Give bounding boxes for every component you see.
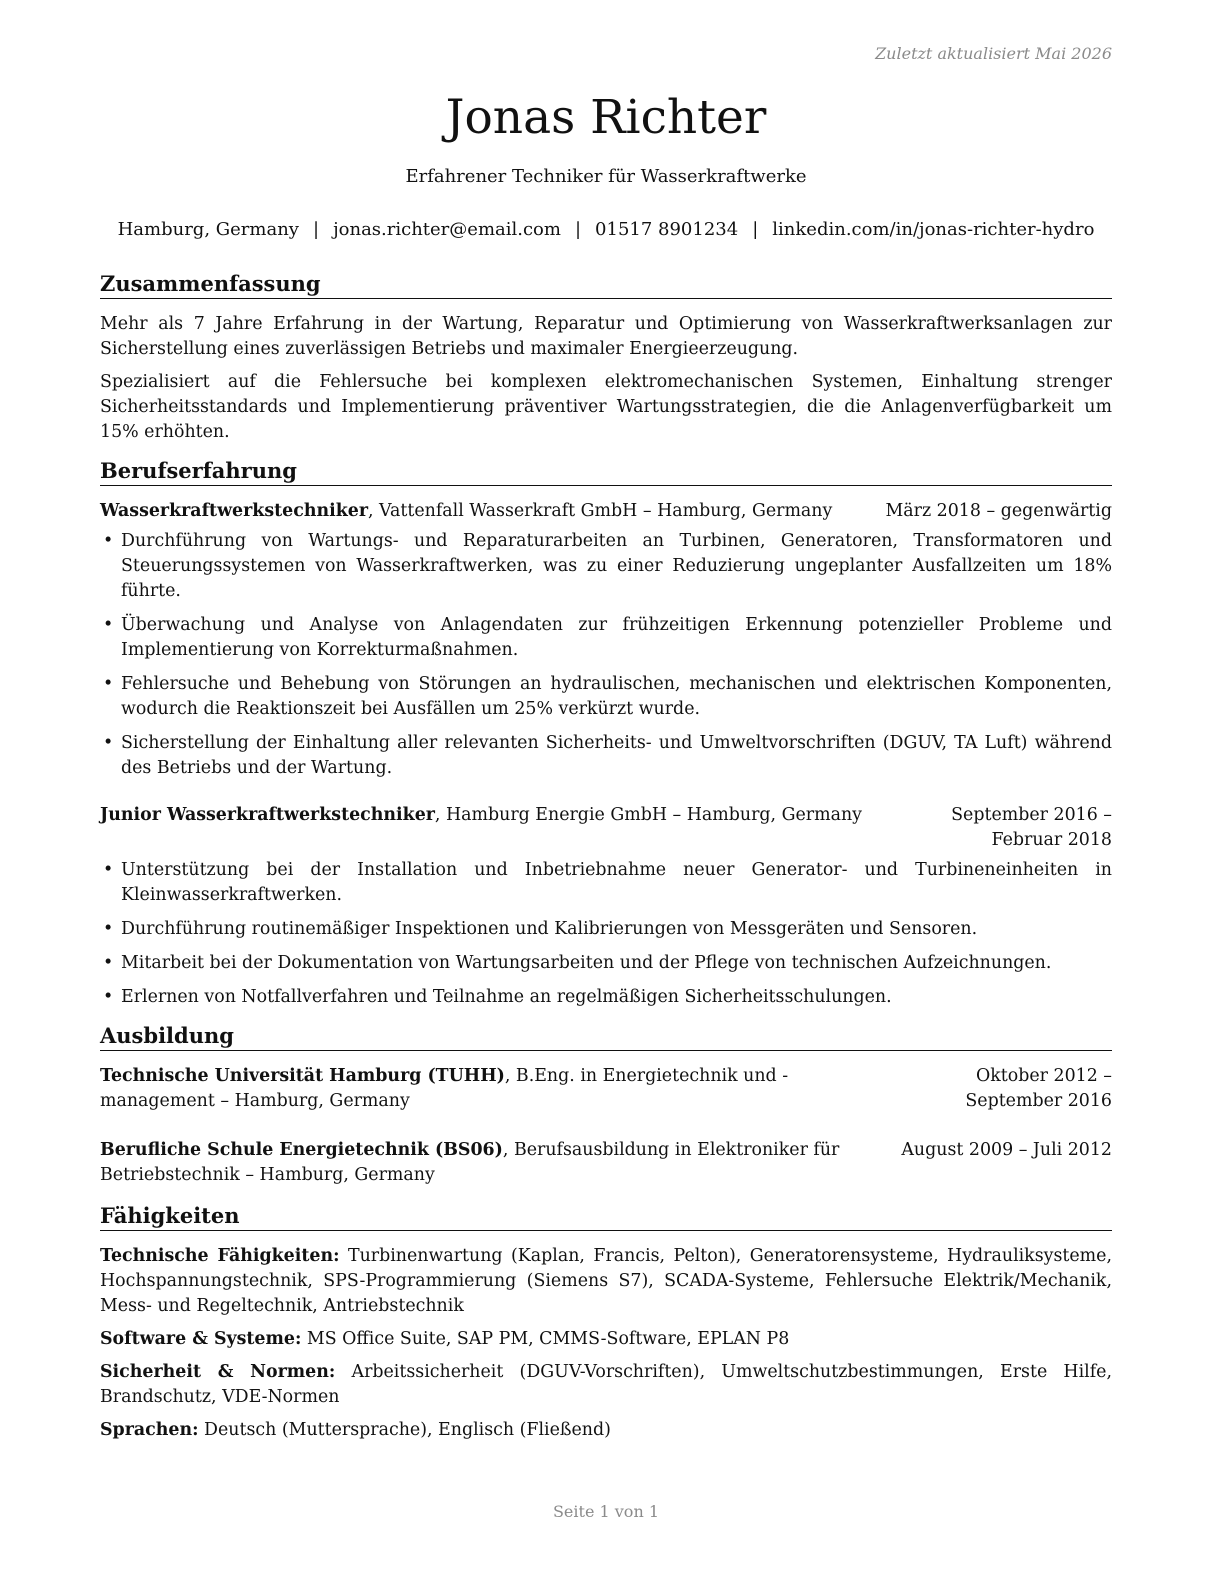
resume-page <box>100 0 1112 1584</box>
summary-section <box>100 270 1112 445</box>
candidate-name: Jonas Richter <box>445 90 767 145</box>
job-entry <box>100 499 1112 781</box>
job-dates: September 2016 – Februar 2018 <box>951 805 1112 850</box>
job-bullet: • Durchführung routinemäßiger Inspektionen und Kalibrierungen von Messgeräten und Sensoren. <box>100 917 1112 942</box>
job-header <box>100 499 1112 524</box>
skill-label: Software & Systeme: <box>100 1329 302 1349</box>
job-heading <box>100 499 866 524</box>
section-title-education: Ausbildung <box>100 1022 1112 1051</box>
last-updated-note: Zuletzt aktualisiert Mai 2026 <box>875 44 1112 63</box>
education-row <box>100 1138 1112 1188</box>
skill-line <box>100 1360 1112 1410</box>
job-bullet: • Erlernen von Notfallverfahren und Teilnahme an regelmäßigen Sicherheitsschulungen. <box>100 985 1112 1010</box>
education-school: Technische Universität Hamburg (TUHH) <box>100 1066 505 1086</box>
job-employer: , Hamburg Energie GmbH – Hamburg, Germany <box>434 805 862 825</box>
job-heading <box>100 803 862 828</box>
education-school: Berufliche Schule Energietechnik (BS06) <box>100 1140 503 1160</box>
job-header <box>100 803 1112 853</box>
candidate-tagline: Erfahrener Techniker für Wasserkraftwerke <box>405 166 807 187</box>
contact-separator: | <box>574 219 582 240</box>
job-bullet: • Unterstützung bei der Installation und Inbetriebnahme neuer Generator- und Turbineneinheiten in Kleinwasserkraftwerken. <box>100 858 1112 908</box>
contact-location: Hamburg, Germany <box>117 219 299 240</box>
skill-line <box>100 1327 1112 1352</box>
summary-paragraph: Spezialisiert auf die Fehlersuche bei komplexen elektromechanischen Systemen, Einhaltung strenger Sicherheitsstandards und Implementierung präventiver Wartungsstrategien, die die Anlagenverfügbarkeit um 15% erhöhten. <box>100 372 1112 442</box>
job-bullet-list <box>100 858 1112 1010</box>
contact-phone[interactable]: 01517 8901234 <box>595 219 739 240</box>
job-bullet-list <box>100 529 1112 781</box>
job-role: Wasserkraftwerkstechniker <box>100 501 368 521</box>
job-bullet: • Mitarbeit bei der Dokumentation von Wartungsarbeiten und der Pflege von technischen Aufzeichnungen. <box>100 951 1112 976</box>
job-bullet: • Sicherstellung der Einhaltung aller relevanten Sicherheits- und Umweltvorschriften (DGUV, TA Luft) während des Betriebs und der Wartung. <box>100 731 1112 781</box>
skill-text: Arbeitssicherheit (DGUV-Vorschriften), Umweltschutzbestimmungen, Erste Hilfe, Brandschutz, VDE-Normen <box>100 1362 1112 1407</box>
contact-linkedin[interactable]: linkedin.com/in/jonas-richter-hydro <box>772 219 1095 240</box>
section-title-skills: Fähigkeiten <box>100 1202 1112 1231</box>
skill-line <box>100 1244 1112 1319</box>
job-entry <box>100 803 1112 1010</box>
job-bullet: • Durchführung von Wartungs- und Reparaturarbeiten an Turbinen, Generatoren, Transformatoren und Steuerungssystemen von Wasserkraftwerken, was zu einer Reduzierung ungeplanter Ausfallzeiten um 18% führte. <box>100 529 1112 604</box>
education-degree: , B.Eng. in Energietechnik und -management – Hamburg, Germany <box>100 1066 789 1111</box>
skill-text: MS Office Suite, SAP PM, CMMS-Software, EPLAN P8 <box>301 1329 790 1349</box>
resume-body <box>100 270 1112 1451</box>
education-row <box>100 1064 1112 1114</box>
section-title-summary: Zusammenfassung <box>100 270 1112 299</box>
job-role: Junior Wasserkraftwerkstechniker <box>100 805 435 825</box>
skill-line <box>100 1418 1112 1443</box>
summary-paragraph: Mehr als 7 Jahre Erfahrung in der Wartung, Reparatur und Optimierung von Wasserkraftwerksanlagen zur Sicherstellung eines zuverlässigen Betriebs und maximaler Energieerzeugung. <box>100 314 1112 359</box>
education-heading <box>100 1138 881 1188</box>
skill-label: Sprachen: <box>100 1420 199 1440</box>
section-title-experience: Berufserfahrung <box>100 457 1112 486</box>
education-heading <box>100 1064 862 1114</box>
skills-section <box>100 1202 1112 1443</box>
education-entry <box>100 1138 1112 1188</box>
education-section <box>100 1022 1112 1188</box>
contact-line <box>100 219 1112 240</box>
contact-separator: | <box>752 219 759 240</box>
skill-label: Sicherheit & Normen: <box>100 1362 336 1382</box>
skill-label: Technische Fähigkeiten: <box>100 1246 340 1266</box>
contact-email[interactable]: jonas.richter@email.com <box>333 219 561 240</box>
job-employer: , Vattenfall Wasserkraft GmbH – Hamburg, Germany <box>367 501 833 521</box>
experience-section <box>100 457 1112 1010</box>
education-entry <box>100 1064 1112 1114</box>
education-dates: August 2009 – Juli 2012 <box>901 1140 1112 1160</box>
job-dates: März 2018 – gegenwärtig <box>885 501 1112 521</box>
skill-text: Turbinenwartung (Kaplan, Francis, Pelton), Generatorensysteme, Hydrauliksysteme, Hochspannungstechnik, SPS-Programmierung (Siemens S7), SCADA-Systeme, Fehlersuche Elektrik/Mechanik, Mess- und Regeltechnik, Antriebstechnik <box>100 1246 1112 1316</box>
contact-separator: | <box>312 219 320 240</box>
education-degree: , Berufsausbildung in Elektroniker für Betriebstechnik – Hamburg, Germany <box>100 1140 840 1185</box>
education-dates: Oktober 2012 – September 2016 <box>965 1066 1112 1111</box>
job-bullet: • Fehlersuche und Behebung von Störungen an hydraulischen, mechanischen und elektrischen Komponenten, wodurch die Reaktionszeit bei Ausfällen um 25% verkürzt wurde. <box>100 672 1112 722</box>
page-number: Seite 1 von 1 <box>552 1502 660 1521</box>
skill-text: Deutsch (Muttersprache), Englisch (Fließend) <box>198 1420 611 1440</box>
job-bullet: • Überwachung und Analyse von Anlagendaten zur frühzeitigen Erkennung potenzieller Probleme und Implementierung von Korrekturmaßnahmen. <box>100 613 1112 663</box>
